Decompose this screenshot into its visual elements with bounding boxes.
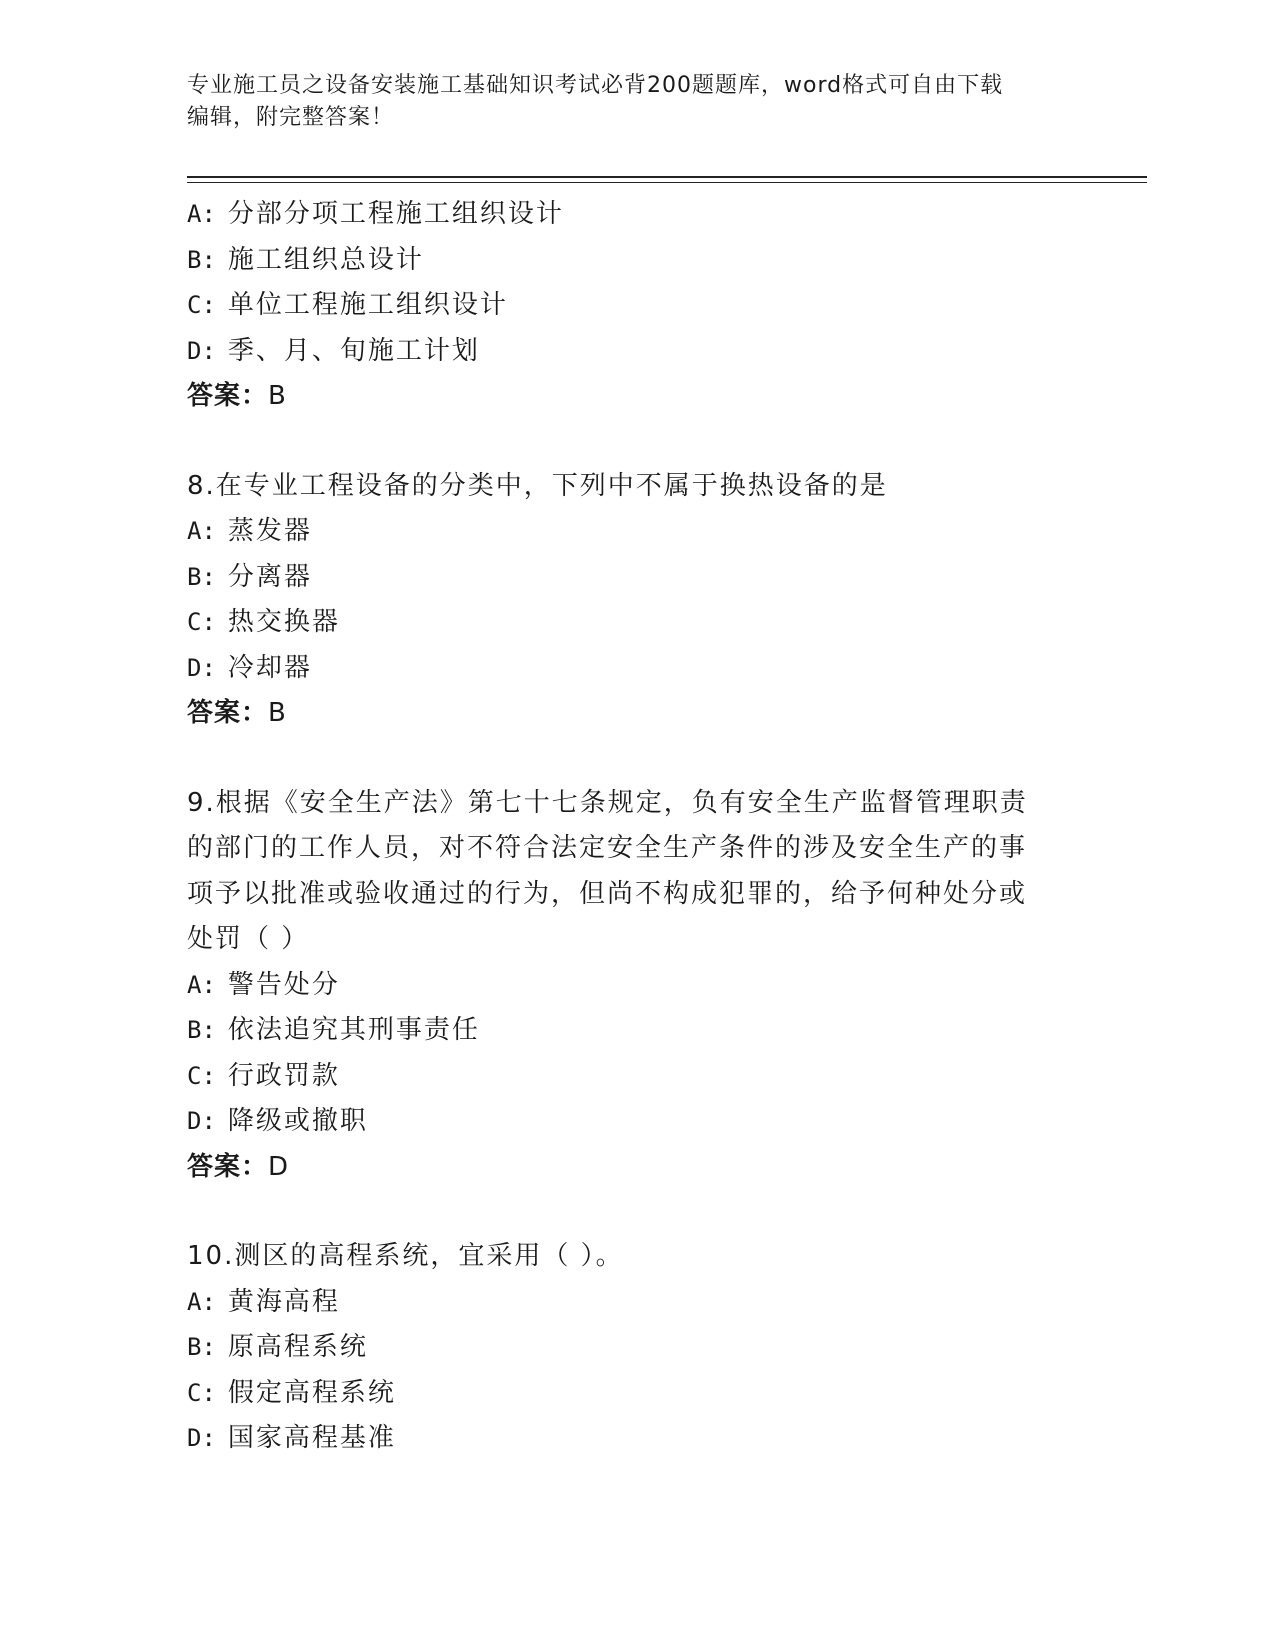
option-letter: D: <box>187 1424 216 1452</box>
option-a <box>187 192 1067 238</box>
option-text: 蒸发器 <box>227 516 312 546</box>
option-text: 依法追究其刑事责任 <box>227 1015 480 1045</box>
question-text-line: 的部门的工作人员，对不符合法定安全生产条件的涉及安全生产的事 <box>187 833 1028 863</box>
answer-value: D <box>268 1151 290 1182</box>
option-text: 分部分项工程施工组织设计 <box>227 199 564 229</box>
option-text: 分离器 <box>227 561 312 592</box>
option-c <box>187 600 1067 646</box>
option-b <box>187 1008 1067 1054</box>
option-text: 行政罚款 <box>227 1060 340 1091</box>
answer-label: 答案： <box>187 1151 269 1182</box>
option-text: 国家高程基准 <box>227 1423 396 1453</box>
answer-label: 答案： <box>187 698 269 728</box>
question-10 <box>187 1234 1067 1462</box>
header-divider-thin <box>187 182 1147 183</box>
option-d <box>187 646 1067 692</box>
option-a <box>187 1280 1067 1326</box>
question-text-line: 处罚（ ） <box>187 924 310 954</box>
option-a <box>187 963 1067 1009</box>
question-text-line: 9.根据《安全生产法》第七十七条规定，负有安全生产监督管理职责 <box>187 787 1028 818</box>
answer-line <box>187 1145 1067 1191</box>
question-text: 8.在专业工程设备的分类中，下列中不属于换热设备的是 <box>187 470 888 501</box>
option-letter: C: <box>187 608 216 636</box>
option-letter: A: <box>187 970 216 999</box>
option-letter: D: <box>187 1107 216 1135</box>
option-letter: B: <box>187 1333 216 1361</box>
question-7 <box>187 192 1067 420</box>
question-text: 10.测区的高程系统，宜采用（ ）。 <box>187 1241 624 1271</box>
option-text: 原高程系统 <box>227 1332 368 1362</box>
header-divider-thick <box>187 176 1147 178</box>
answer-label: 答案： <box>187 381 269 411</box>
option-letter: B: <box>187 562 216 591</box>
option-letter: A: <box>187 517 216 545</box>
option-letter: A: <box>187 200 216 228</box>
option-a <box>187 509 1067 555</box>
option-text: 冷却器 <box>227 652 312 683</box>
option-b <box>187 555 1067 601</box>
option-letter: A: <box>187 1287 216 1316</box>
option-text: 热交换器 <box>227 607 340 637</box>
question-text-line: 项予以批准或验收通过的行为，但尚不构成犯罪的，给予何种处分或 <box>187 878 1028 909</box>
option-letter: B: <box>187 245 216 274</box>
option-text: 单位工程施工组织设计 <box>227 290 508 320</box>
option-text: 警告处分 <box>227 969 340 1000</box>
option-b <box>187 1325 1067 1371</box>
option-c <box>187 1054 1067 1100</box>
option-b <box>187 238 1067 284</box>
option-letter: C: <box>187 291 216 319</box>
question-8 <box>187 464 1067 737</box>
option-text: 假定高程系统 <box>227 1377 396 1408</box>
option-text: 季、月、旬施工计划 <box>227 335 480 366</box>
option-letter: C: <box>187 1378 216 1407</box>
option-c <box>187 1371 1067 1417</box>
header-line-2: 编辑，附完整答案！ <box>187 105 395 130</box>
option-letter: D: <box>187 653 216 682</box>
option-text: 降级或撤职 <box>227 1106 368 1136</box>
option-d <box>187 329 1067 375</box>
answer-line <box>187 374 1067 420</box>
option-letter: B: <box>187 1016 216 1044</box>
header-line-1: 专业施工员之设备安装施工基础知识考试必背200题题库，word格式可自由下载 <box>187 73 1004 98</box>
option-letter: C: <box>187 1061 216 1090</box>
option-d <box>187 1099 1067 1145</box>
document-header <box>187 70 1087 134</box>
answer-line <box>187 691 1067 737</box>
question-list <box>187 192 1067 1462</box>
answer-value: B <box>268 381 287 411</box>
option-text: 黄海高程 <box>227 1286 340 1317</box>
question-9 <box>187 781 1067 1191</box>
option-text: 施工组织总设计 <box>227 244 424 275</box>
option-letter: D: <box>187 336 216 365</box>
answer-value: B <box>268 698 287 728</box>
option-c <box>187 283 1067 329</box>
option-d <box>187 1416 1067 1462</box>
